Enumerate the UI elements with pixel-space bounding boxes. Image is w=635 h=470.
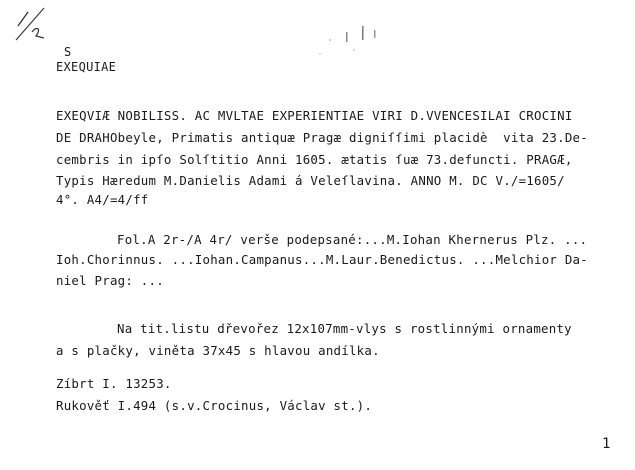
reference-zibrt: Zíbrt I. 13253. bbox=[56, 376, 172, 391]
title-line-3: cembris in ipſo Solſtitio Anni 1605. ætatis ſuæ 73.defuncti. PRAGÆ, bbox=[56, 152, 573, 167]
scan-specks bbox=[300, 22, 390, 62]
verses-line-3: niel Prag: ... bbox=[56, 273, 164, 288]
title-line-1: EXEQVIÆ NOBILISS. AC MVLTAE EXPERIENTIAE VIRI D.VVENCESILAI CROCINI bbox=[56, 108, 573, 123]
page-number: 1 bbox=[602, 436, 611, 452]
reference-rukovet: Rukověť I.494 (s.v.Crocinus, Václav st.). bbox=[56, 398, 373, 413]
verses-line-2: Ioh.Chorinnus. ...Iohan.Campanus...M.Laur.Benedictus. ...Melchior Da- bbox=[56, 252, 588, 267]
heading-text: EXEQUIAE bbox=[56, 60, 117, 74]
verses-line-1: Fol.A 2r-/A 4r/ verše podepsané:...M.Iohan Khernerus Plz. ... bbox=[117, 232, 588, 247]
description-line-2: a s plačky, viněta 37x45 s hlavou andílka. bbox=[56, 343, 380, 358]
handwritten-fraction-mark bbox=[14, 4, 50, 44]
title-line-5: 4°. A4/=4/ff bbox=[56, 192, 149, 207]
title-line-2: DE DRAHObeyle, Primatis antiquæ Pragæ digniſſimi placidè vita 23.De- bbox=[56, 130, 588, 145]
title-line-4: Typis Hæredum M.Danielis Adami á Veleſlavina. ANNO M. DC V./=1605/ bbox=[56, 173, 565, 188]
heading-superscript: S bbox=[64, 45, 72, 59]
description-line-1: Na tit.listu dřevořez 12x107mm-vlys s rostlinnými ornamenty bbox=[117, 321, 572, 336]
